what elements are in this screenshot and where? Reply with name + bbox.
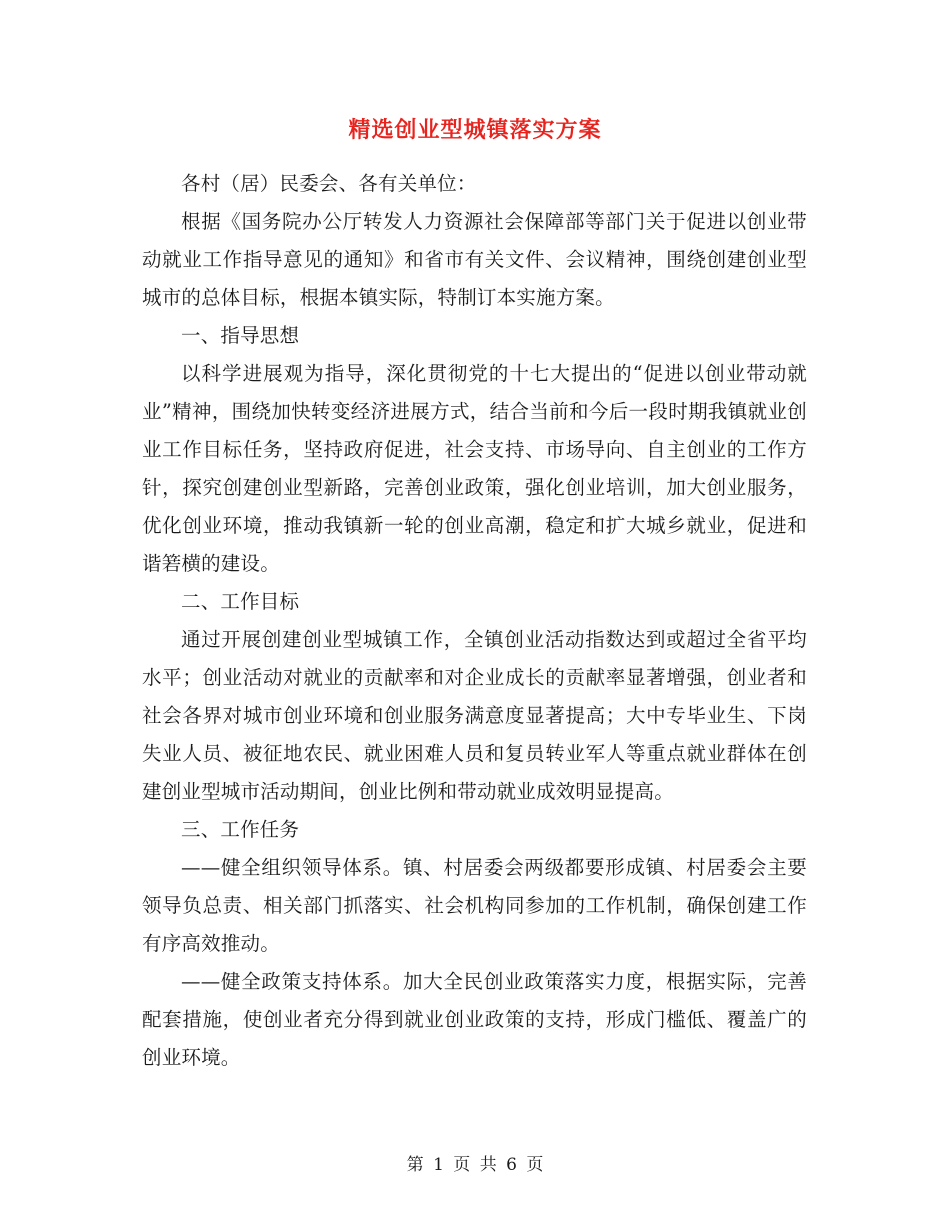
- document-title: 精选创业型城镇落实方案: [348, 117, 602, 143]
- work-goals-paragraph: 通过开展创建创业型城镇工作，全镇创业活动指数达到或超过全省平均水平；创业活动对就业的贡献率和对企业成长的贡献率显著增强，创业者和社会各界对城市创业环境和创业服务满意度显著提高；大中专毕业生、下岗失业人员、被征地农民、就业困难人员和复员转业军人等重点就业群体在创建创业型城市活动期间，创业比例和带动就业成效明显提高。: [142, 628, 807, 803]
- task-item-organization: ——健全组织领导体系。镇、村居委会两级都要形成镇、村居委会主要领导负总责、相关部门抓落实、社会机构同参加的工作机制，确保创建工作有序高效推动。: [142, 856, 807, 955]
- salutation: 各村（居）民委会、各有关单位：: [181, 172, 477, 195]
- page-number-footer: 第 1 页 共 6 页: [406, 1155, 544, 1175]
- section-heading-work-tasks: 三、工作任务: [181, 818, 300, 841]
- document-body: [142, 165, 807, 1077]
- guiding-ideology-paragraph: 以科学进展观为指导，深化贯彻党的十七大提出的“促进以创业带动就业”精神，围绕加快转变经济进展方式，结合当前和今后一段时期我镇就业创业工作目标任务，坚持政府促进，社会支持、市场导向、自主创业的工作方针，探究创建创业型新路，完善创业政策，强化创业培训，加大创业服务，优化创业环境，推动我镇新一轮的创业高潮，稳定和扩大城乡就业，促进和谐箬横的建设。: [142, 362, 807, 575]
- section-heading-guiding-ideology: 一、指导思想: [181, 324, 300, 347]
- task-item-policy: ——健全政策支持体系。加大全民创业政策落实力度，根据实际，完善配套措施，使创业者充分得到就业创业政策的支持，形成门槛低、覆盖广的创业环境。: [142, 970, 807, 1069]
- section-heading-work-goals: 二、工作目标: [181, 590, 300, 613]
- intro-paragraph: 根据《国务院办公厅转发人力资源社会保障部等部门关于促进以创业带动就业工作指导意见的通知》和省市有关文件、会议精神，围绕创建创业型城市的总体目标，根据本镇实际，特制订本实施方案。: [142, 210, 807, 309]
